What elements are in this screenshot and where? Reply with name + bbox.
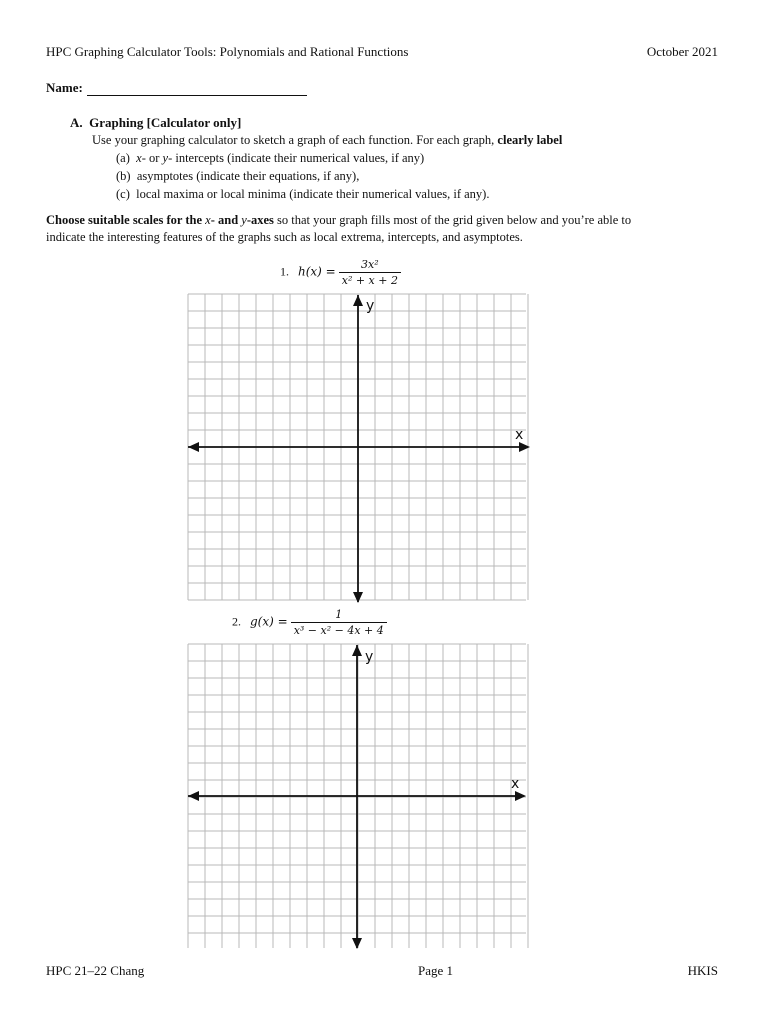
graph-grid-1[interactable] [184, 290, 534, 604]
graph-grid-2[interactable] [184, 640, 534, 952]
fraction-numerator: 3x² [361, 258, 379, 271]
item-marker: (c) [116, 187, 130, 201]
item-text: asymptotes (indicate their equations, if any), [136, 169, 360, 183]
y-axis-down-arrow [353, 592, 363, 603]
item-text: - intercepts (indicate their numerical values, if any) [168, 151, 425, 165]
footer-page-number: Page 1 [418, 963, 454, 978]
x-axis-right-arrow [515, 791, 526, 801]
name-field-row [46, 80, 307, 96]
scales-note [46, 212, 726, 246]
function-lhs: g(x) = [250, 614, 288, 629]
problem-number: 2. [232, 614, 241, 629]
function-fraction [339, 258, 401, 287]
name-label: Name: [46, 80, 83, 95]
scales-var: x [205, 213, 211, 227]
list-item [116, 168, 359, 185]
item-text: local maxima or local minima (indicate their numerical values, if any). [136, 187, 490, 201]
scales-var: y [241, 213, 247, 227]
y-axis-down-arrow [352, 938, 362, 949]
x-axis-label: x [515, 427, 524, 443]
fraction-numerator: 1 [335, 608, 343, 621]
scales-text: so that your graph fills most of the grid given below and you’re able to [277, 213, 632, 227]
page-header-date: October 2021 [646, 44, 718, 59]
x-axis-left-arrow [188, 791, 199, 801]
function-lhs: h(x) = [298, 264, 336, 279]
x-axis-label: x [511, 776, 520, 792]
section-instruction [92, 132, 562, 149]
scales-bold: Choose suitable scales for the [46, 213, 203, 227]
scales-bold: - and [210, 213, 239, 227]
y-axis-label: y [366, 298, 375, 314]
item-text: - or [141, 151, 160, 165]
instruction-text: Use your graphing calculator to sketch a graph of each function. For each graph, [92, 133, 495, 147]
list-item [116, 186, 489, 203]
section-letter: A. [70, 115, 83, 130]
scales-bold: -axes [246, 213, 274, 227]
problem-2-label [232, 608, 387, 637]
y-axis-up-arrow [353, 295, 363, 306]
x-axis-left-arrow [188, 442, 199, 452]
footer-right: HKIS [687, 963, 718, 978]
name-blank-line [87, 83, 307, 96]
problem-1-label [280, 258, 401, 287]
scales-text: indicate the interesting features of the graphs such as local extrema, intercepts, and asymptotes. [46, 230, 523, 244]
y-axis-label: y [365, 649, 374, 665]
item-var: x [136, 151, 142, 165]
item-var: y [162, 151, 169, 165]
page-header-title: HPC Graphing Calculator Tools: Polynomials and Rational Functions [46, 44, 409, 59]
section-heading [70, 115, 241, 131]
y-axis-up-arrow [352, 645, 362, 656]
list-item [116, 150, 424, 167]
problem-number: 1. [280, 264, 289, 279]
item-marker: (b) [116, 169, 131, 183]
instruction-bold: clearly label [497, 133, 563, 147]
footer-left: HPC 21–22 Chang [46, 963, 145, 978]
section-title: Graphing [Calculator only] [89, 115, 242, 130]
fraction-denominator: x² + x + 2 [339, 272, 401, 287]
fraction-denominator: x³ − x² − 4x + 4 [291, 622, 387, 637]
item-marker: (a) [116, 151, 130, 165]
function-fraction [291, 608, 387, 637]
